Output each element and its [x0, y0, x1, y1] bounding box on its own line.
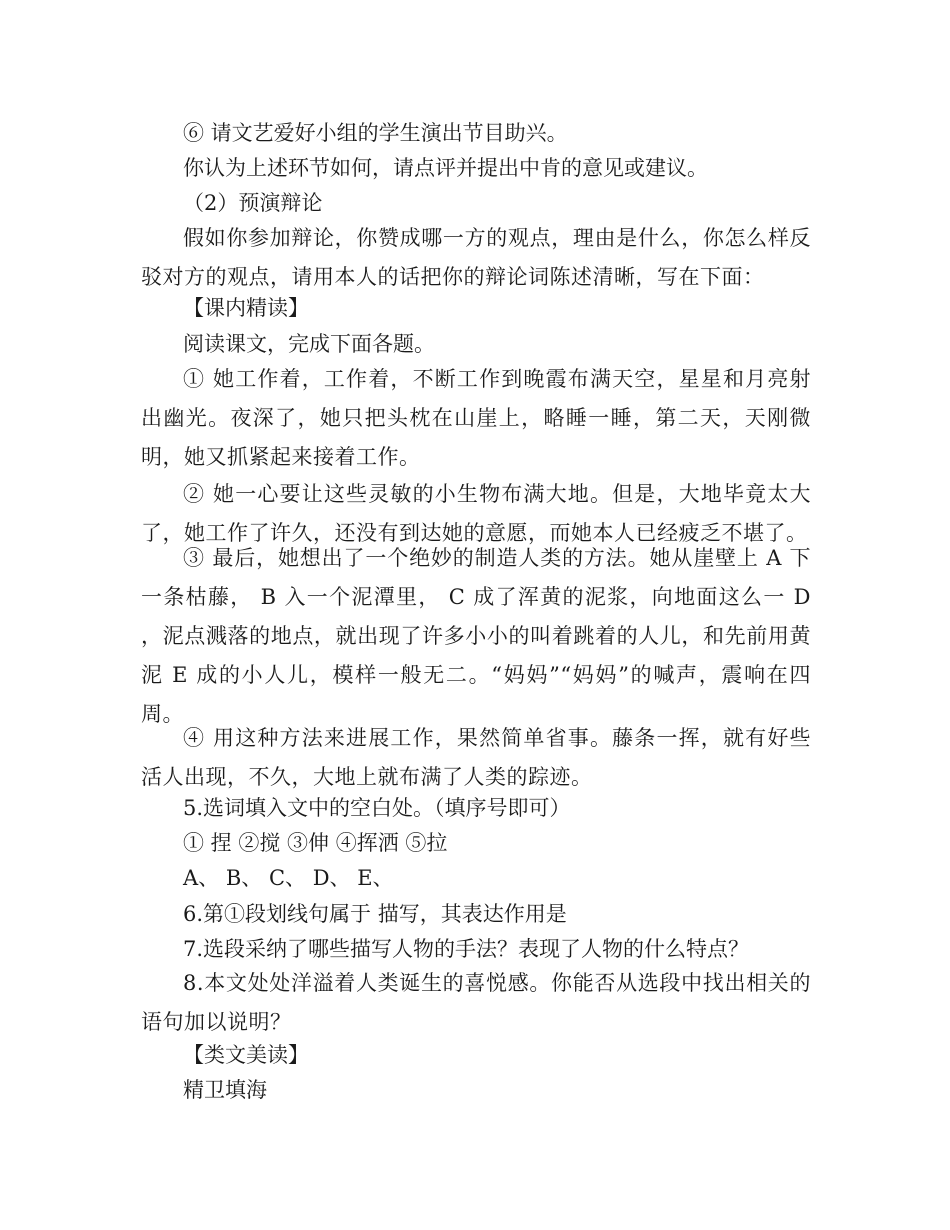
passage-paragraph-4: ④ 用这种方法来进展工作，果然简单省事。藤条一挥，就有好些活人出现，不久，大地上就布满了人类的踪迹。: [141, 726, 811, 789]
passage-paragraph-2: ② 她一心要让这些灵敏的小生物布满大地。但是，大地毕竟太大了，她工作了许久，还没有到达她的意愿，而她本人已经疲乏不堪了。: [141, 482, 811, 545]
passage-paragraph-3: ③ 最后，她想出了一个绝妙的制造人类的方法。她从崖壁上 A 下一条枯藤， B 入一个泥潭里， C 成了浑黄的泥浆，向地面这么一 D ，泥点溅落的地点，就出现了许多小小的叫着跳着的人儿，和先前用黄泥 E 成的小人儿，模样一般无二。“妈妈”“妈妈”的喊声，震响在四周。: [141, 546, 811, 726]
section-heading-similar-reading: 【类文美读】: [183, 1043, 309, 1067]
question-8: 8.本文处处洋溢着人类诞生的喜悦感。你能否从选段中找出相关的语句加以说明？: [141, 971, 811, 1034]
question-5: 5.选词填入文中的空白处。（填序号即可）: [183, 796, 571, 820]
debate-paragraph: 假如你参加辩论，你赞成哪一方的观点，理由是什么，你怎么样反驳对方的观点，请用本人的话把你的辩论词陈述清晰，写在下面：: [141, 226, 811, 289]
question-7: 7.选段采纳了哪些描写人物的手法？表现了人物的什么特点？: [183, 937, 750, 961]
question-6: 6.第①段划线句属于 描写，其表达作用是: [183, 902, 567, 926]
story-title: 精卫填海: [183, 1078, 267, 1102]
passage-paragraph-1: ① 她工作着，工作着，不断工作到晚霞布满天空，星星和月亮射出幽光。夜深了，她只把头枕在山崖上，略睡一睡，第二天，天刚微明，她又抓紧起来接着工作。: [141, 367, 811, 469]
question-5-blanks: A、 B、 C、 D、 E、: [183, 866, 394, 890]
question-5-options: ① 捏 ②搅 ③伸 ④挥洒 ⑤拉: [183, 831, 448, 855]
subsection-heading: （2）预演辩论: [183, 191, 323, 215]
list-item-6: ⑥ 请文艺爱好小组的学生演出节目助兴。: [183, 121, 568, 145]
instruction-text: 阅读课文，完成下面各题。: [183, 332, 435, 356]
section-heading-close-reading: 【课内精读】: [183, 296, 309, 320]
comment-request-text: 你认为上述环节如何，请点评并提出中肯的意见或建议。: [183, 156, 708, 180]
